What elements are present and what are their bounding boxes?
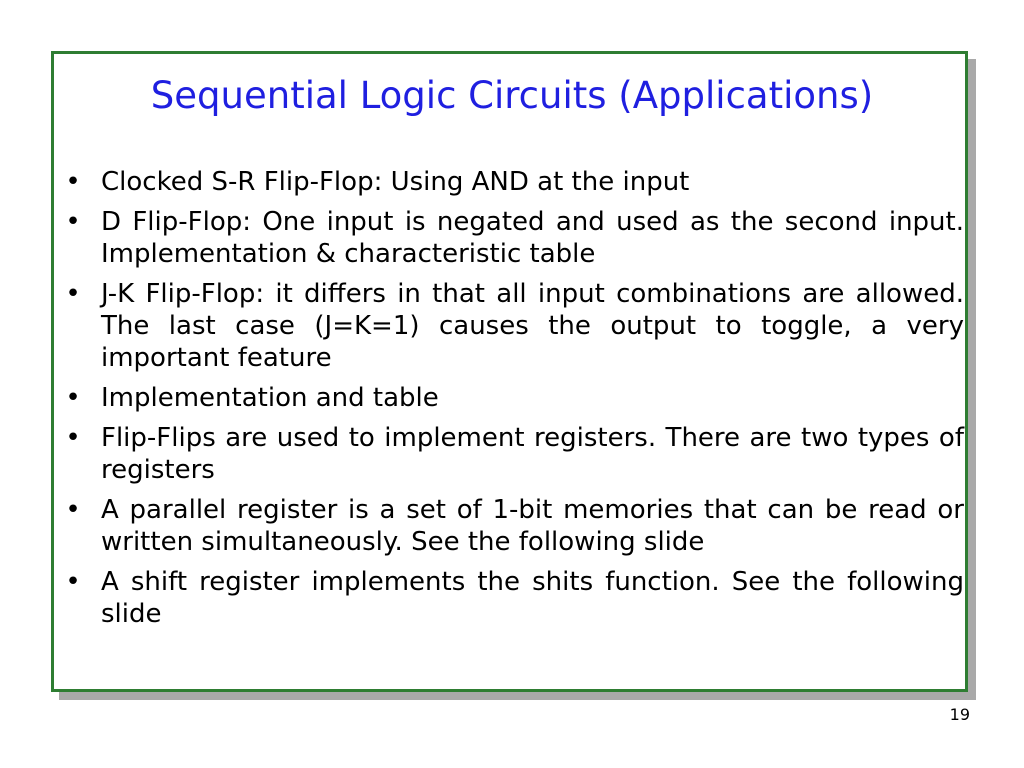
bullet-marker: • — [65, 495, 81, 525]
bullet-marker: • — [65, 279, 81, 309]
bullet-list — [60, 166, 964, 638]
bullet-item — [60, 166, 964, 198]
bullet-item — [60, 422, 964, 486]
bullet-marker: • — [65, 423, 81, 453]
bullet-text: Flip-Flips are used to implement registers. There are two types of registers — [101, 423, 964, 485]
bullet-marker: • — [65, 167, 81, 197]
bullet-text: D Flip-Flop: One input is negated and used as the second input. Implementation & characteristic table — [101, 207, 964, 269]
page-number: 19 — [949, 705, 970, 724]
bullet-item — [60, 382, 964, 414]
bullet-text: Implementation and table — [101, 383, 439, 413]
bullet-marker: • — [65, 207, 81, 237]
bullet-text: A parallel register is a set of 1-bit memories that can be read or written simultaneously. See the following slide — [101, 495, 964, 557]
bullet-marker: • — [65, 567, 81, 597]
bullet-item — [60, 206, 964, 270]
bullet-item — [60, 566, 964, 630]
bullet-text: A shift register implements the shits function. See the following slide — [101, 567, 964, 629]
bullet-text: Clocked S-R Flip-Flop: Using AND at the input — [101, 167, 690, 197]
bullet-marker: • — [65, 383, 81, 413]
slide-title: Sequential Logic Circuits (Applications) — [150, 74, 874, 117]
bullet-text: J-K Flip-Flop: it differs in that all input combinations are allowed. The last case (J=K=1) causes the output to toggle, a very important feature — [101, 279, 964, 373]
bullet-item — [60, 494, 964, 558]
bullet-item — [60, 278, 964, 374]
